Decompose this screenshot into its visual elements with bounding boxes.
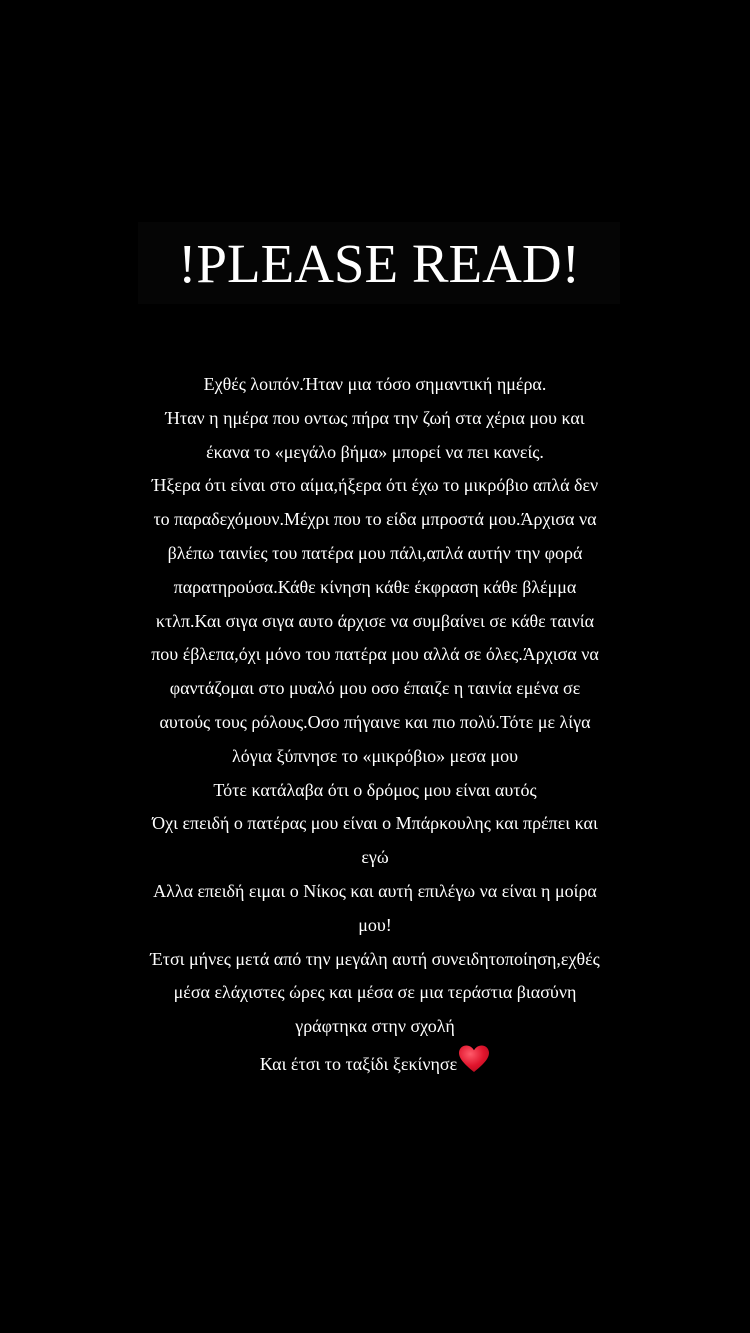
text-line: μου!	[358, 914, 392, 935]
text-line: Εχθές λοιπόν.Ήταν μια τόσο σημαντική ημέρα.	[203, 374, 547, 394]
heart-icon	[458, 1044, 490, 1086]
text-line: παρατηρούσα.Κάθε κίνηση κάθε έκφραση κάθε βλέμμα	[173, 576, 577, 597]
text-line: Τότε κατάλαβα ότι ο δρόμος μου είναι αυτός	[213, 779, 537, 800]
story-title: !PLEASE READ!	[178, 232, 580, 294]
text-line: Όχι επειδή ο πατέρας μου είναι ο Μπάρκουλης και πρέπει και	[152, 813, 598, 834]
text-line: εγώ	[361, 847, 389, 868]
text-line: Έτσι μήνες μετά από την μεγάλη αυτή συνειδητοποίηση,εχθές	[150, 948, 600, 969]
text-line: μέσα ελάχιστες ώρες και μέσα σε μια τεράστια βιασύνη	[173, 982, 577, 1003]
text-line: το παραδεχόμουν.Μέχρι που το είδα μπροστά μου.Άρχισα να	[153, 509, 597, 530]
text-line: κτλπ.Και σιγα σιγα αυτο άρχισε να συμβαίνει σε κάθε ταινία	[155, 610, 595, 631]
text-line: λόγια ξύπνησε το «μικρόβιο» μεσα μου	[232, 745, 518, 766]
final-line	[0, 1044, 750, 1086]
text-line: έκανα το «μεγάλο βήμα» μπορεί να πει κανείς.	[206, 441, 544, 462]
title-banner	[138, 222, 620, 304]
text-line: αυτούς τους ρόλους.Οσο πήγαινε και πιο πολύ.Τότε με λίγα	[159, 711, 591, 732]
final-line-text: Και έτσι το ταξίδι ξεκίνησε	[259, 1053, 458, 1074]
text-line: Αλλα επειδή ειμαι ο Νίκος και αυτή επιλέγω να είναι η μοίρα	[153, 880, 597, 901]
text-line: φαντάζομαι στο μυαλό μου οσο έπαιζε η ταινία εμένα σε	[169, 678, 581, 699]
text-line: γράφτηκα στην σχολή	[295, 1016, 455, 1037]
text-line: βλέπω ταινίες του πατέρα μου πάλι,απλά αυτήν την φορά	[167, 542, 583, 563]
story-text	[0, 368, 750, 1086]
text-line: Ήξερα ότι είναι στο αίμα,ήξερα ότι έχω το μικρόβιο απλά δεν	[151, 475, 599, 496]
text-line: που έβλεπα,όχι μόνο του πατέρα μου αλλά σε όλες.Άρχισα να	[151, 644, 599, 665]
text-line: Ήταν η ημέρα που οντως πήρα την ζωή στα χέρια μου και	[165, 407, 585, 428]
